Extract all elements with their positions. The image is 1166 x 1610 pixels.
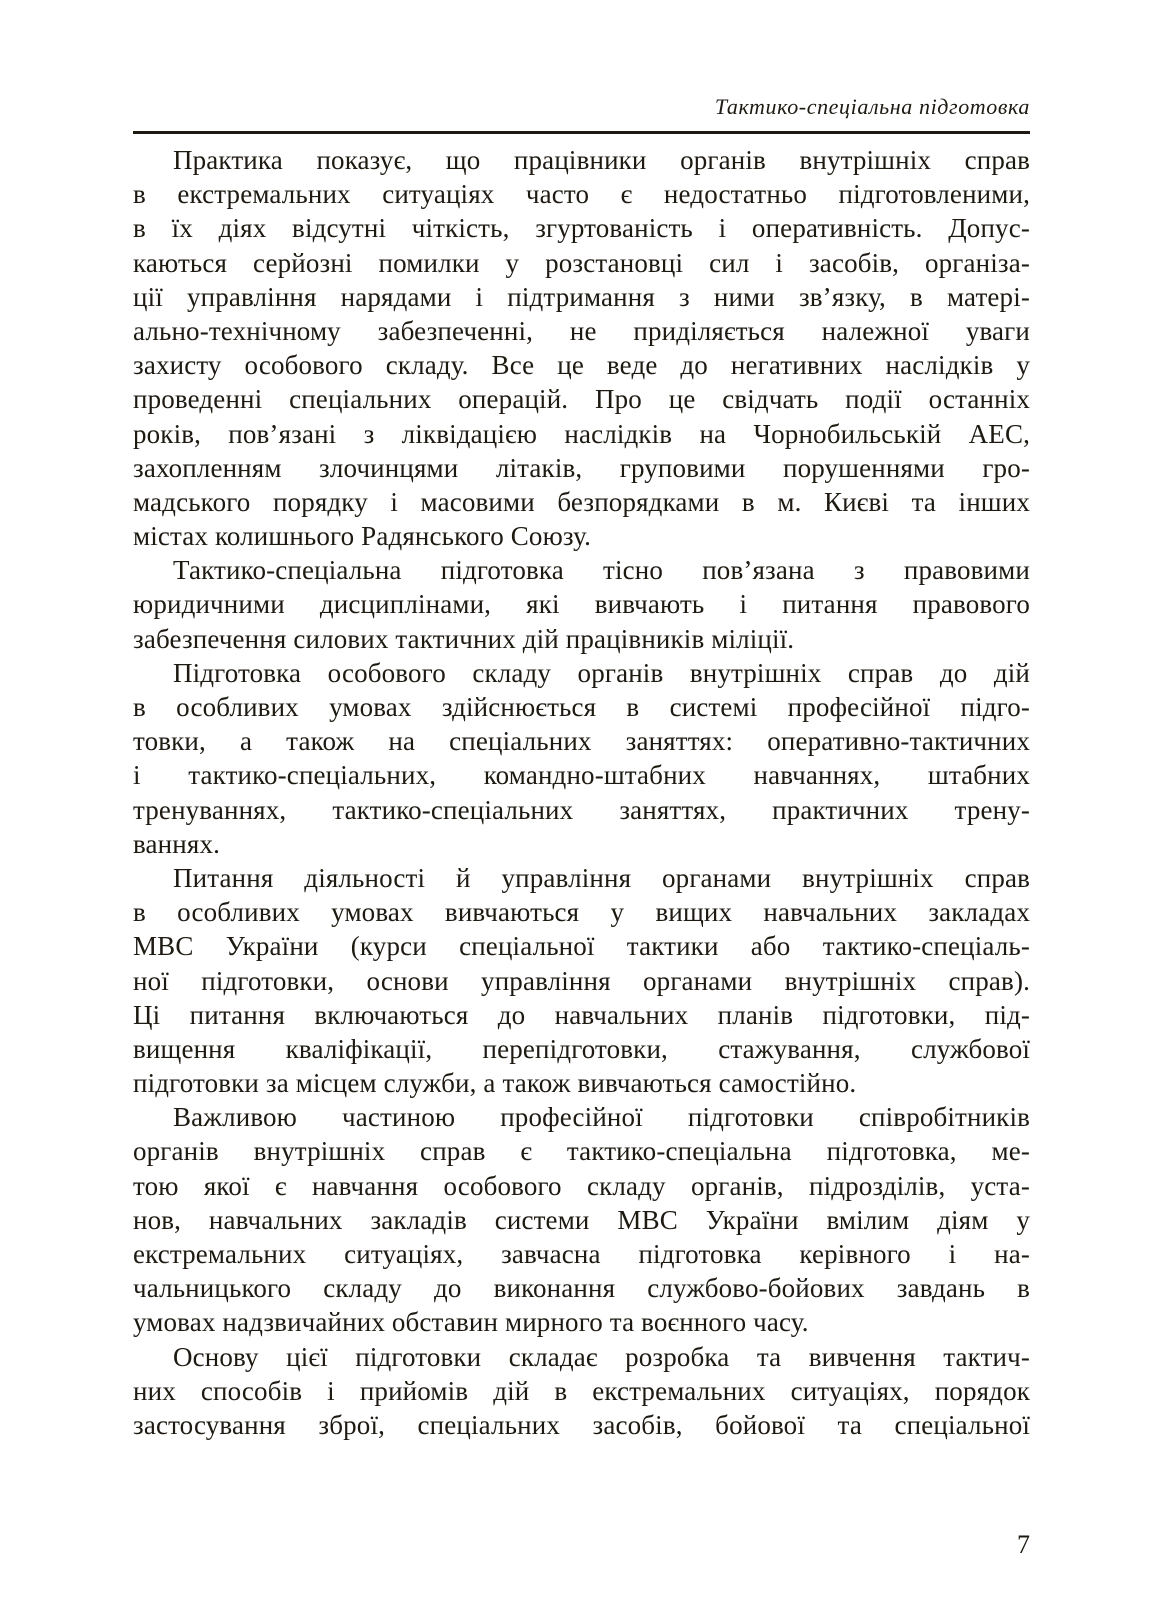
text-line: Ці питання включаються до навчальних планів підготовки, під- xyxy=(133,999,1030,1030)
paragraph-4 xyxy=(133,861,1030,1100)
text-line: Важливою частиною професійної підготовки співробітників xyxy=(173,1102,1030,1133)
text-line: вищення кваліфікації, перепідготовки, стажування, службової xyxy=(133,1033,1030,1064)
text-line: років, пов’язані з ліквідацією наслідків на Чорнобильській АЕС, xyxy=(133,418,1030,449)
text-line: захопленням злочинцями літаків, груповими порушеннями гро- xyxy=(133,452,1030,483)
text-line: товки, а також на спеціальних заняттях: оперативно-тактичних xyxy=(133,726,1030,757)
text-line: ної підготовки, основи управління органами внутрішніх справ). xyxy=(133,965,1030,996)
text-line: в особливих умовах здійснюється в системі професійної підго- xyxy=(133,692,1030,722)
text-line: Основу цієї підготовки складає розробка та вивчення тактич- xyxy=(173,1341,1030,1372)
body-text xyxy=(133,143,1030,1442)
paragraph-1 xyxy=(133,143,1030,553)
text-line: чальницького складу до виконання службово-бойових завдань в xyxy=(133,1273,1030,1304)
text-line: проведенні спеціальних операцій. Про це свідчать події останніх xyxy=(133,384,1030,415)
text-line: тою якої є навчання особового складу органів, підрозділів, уста- xyxy=(133,1170,1030,1201)
text-line: в екстремальних ситуаціях часто є недостатньо підготовленими, xyxy=(133,179,1030,210)
text-line: в їх діях відсутні чіткість, згуртованість і оперативність. Допус- xyxy=(133,213,1030,244)
text-line: в особливих умовах вивчаються у вищих навчальних закладах xyxy=(133,897,1030,928)
text-line: забезпечення силових тактичних дій працівників міліції. xyxy=(133,623,795,654)
text-line: юридичними дисциплінами, які вивчають і питання правового xyxy=(133,589,1030,620)
text-line: МВС України (курси спеціальної тактики або тактико-спеціаль- xyxy=(133,931,1030,962)
text-line: Практика показує, що працівники органів внутрішніх справ xyxy=(173,145,1030,175)
header-rule-divider xyxy=(133,131,1030,134)
paragraph-2 xyxy=(133,553,1030,656)
text-line: підготовки за місцем служби, а також вивчаються самостійно. xyxy=(133,1068,857,1099)
paragraph-6 xyxy=(133,1340,1030,1443)
text-line: містах колишнього Радянського Союзу. xyxy=(133,521,591,552)
text-line: екстремальних ситуаціях, завчасна підготовка керівного і на- xyxy=(133,1239,1030,1269)
text-line: органів внутрішніх справ є тактико-спеціальна підготовка, ме- xyxy=(133,1136,1030,1167)
text-line: тренуваннях, тактико-спеціальних заняттях, практичних трену- xyxy=(133,794,1030,825)
text-line: застосування зброї, спеціальних засобів, бойової та спеціальної xyxy=(133,1409,1030,1440)
text-line: каються серйозні помилки у розстановці сил і засобів, організа- xyxy=(133,247,1030,278)
paragraph-3 xyxy=(133,656,1030,861)
book-page xyxy=(133,0,1030,1610)
text-line: і тактико-спеціальних, командно-штабних навчаннях, штабних xyxy=(133,760,1030,791)
text-line: Питання діяльності й управління органами внутрішніх справ xyxy=(173,862,1030,893)
text-line: Підготовка особового складу органів внутрішніх справ до дій xyxy=(173,657,1030,688)
text-line: умовах надзвичайних обставин мирного та воєнного часу. xyxy=(133,1307,809,1338)
text-line: ції управління нарядами і підтримання з ними зв’язку, в матері- xyxy=(133,281,1030,312)
text-line: захисту особового складу. Все це веде до негативних наслідків у xyxy=(133,350,1030,381)
text-line: ваннях. xyxy=(133,828,220,859)
page-number: 7 xyxy=(1017,1530,1030,1559)
text-line: мадського порядку і масовими безпорядками в м. Києві та інших xyxy=(133,486,1030,517)
text-line: нов, навчальних закладів системи МВС України вмілим діям у xyxy=(133,1204,1030,1235)
running-header-title: Тактико-спеціальна підготовка xyxy=(714,94,1030,119)
text-line: ально-технічному забезпеченні, не приділяється належної уваги xyxy=(133,315,1030,346)
text-line: них способів і прийомів дій в екстремальних ситуаціях, порядок xyxy=(133,1375,1030,1406)
paragraph-5 xyxy=(133,1100,1030,1339)
text-line: Тактико-спеціальна підготовка тісно пов’язана з правовими xyxy=(173,555,1030,586)
